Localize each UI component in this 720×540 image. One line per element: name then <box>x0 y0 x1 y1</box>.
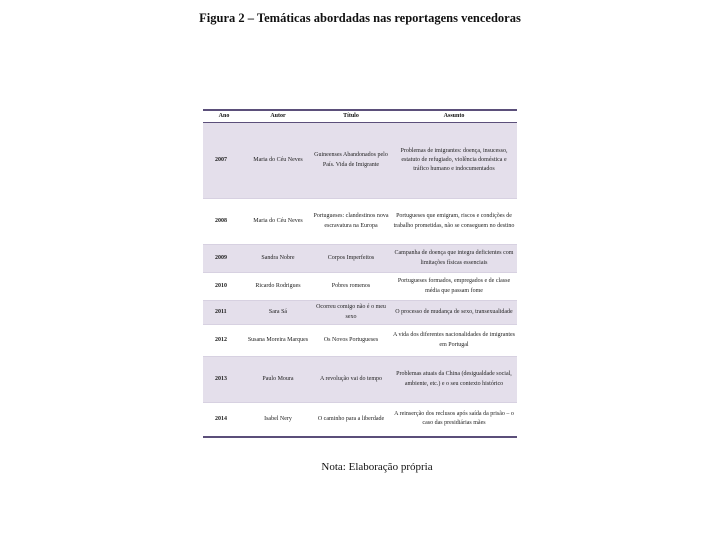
header-assunto: Assunto <box>391 110 517 123</box>
cell-titulo: O caminho para a liberdade <box>311 403 391 437</box>
cell-assunto: Portugueses formados, empregados e de classe média que passam fome <box>391 273 517 301</box>
cell-autor: Ricardo Rodrigues <box>245 273 311 301</box>
cell-autor: Isabel Nery <box>245 403 311 437</box>
table-row <box>203 199 517 245</box>
cell-autor: Sandra Nobre <box>245 245 311 273</box>
table-row <box>203 123 517 199</box>
cell-autor: Maria do Céu Neves <box>245 123 311 199</box>
cell-assunto: Problemas de imigrantes: doença, insucesso, estatuto de refugiado, violência doméstica e tráfico humano e indocumentados <box>391 123 517 199</box>
header-autor: Autor <box>245 110 311 123</box>
cell-assunto: A vida dos diferentes nacionalidades de imigrantes em Portugal <box>391 325 517 357</box>
cell-ano: 2013 <box>203 357 245 403</box>
cell-autor: Paulo Moura <box>245 357 311 403</box>
table-note: Nota: Elaboração própria <box>321 461 433 473</box>
header-titulo: Título <box>311 110 391 123</box>
cell-titulo: Ocorreu comigo não é o meu sexo <box>311 301 391 325</box>
cell-autor: Sara Sá <box>245 301 311 325</box>
cell-titulo: Pobres romenos <box>311 273 391 301</box>
header-ano: Ano <box>203 110 245 123</box>
cell-ano: 2008 <box>203 199 245 245</box>
cell-assunto: Portugueses que emigram, riscos e condições de trabalho prometidas, não se conseguem no destino <box>391 199 517 245</box>
cell-assunto: O processo de mudança de sexo, transexualidade <box>391 301 517 325</box>
table-row <box>203 245 517 273</box>
table-row <box>203 301 517 325</box>
table-row <box>203 357 517 403</box>
cell-titulo: Os Novos Portugueses <box>311 325 391 357</box>
cell-assunto: Campanha de doença que integra deficientes com limitações físicas essenciais <box>391 245 517 273</box>
themes-table <box>203 109 517 438</box>
table-row <box>203 325 517 357</box>
cell-ano: 2012 <box>203 325 245 357</box>
cell-assunto: Problemas atuais da China (desigualdade social, ambiente, etc.) e o seu contexto histórico <box>391 357 517 403</box>
table-header-row <box>203 110 517 123</box>
cell-ano: 2010 <box>203 273 245 301</box>
cell-assunto: A reinserção dos reclusos após saída da prisão – o caso das presidiárias mães <box>391 403 517 437</box>
cell-ano: 2009 <box>203 245 245 273</box>
cell-titulo: Guineenses Abandonados pelo País. Vida de Imigrante <box>311 123 391 199</box>
cell-autor: Maria do Céu Neves <box>245 199 311 245</box>
cell-autor: Susana Moreira Marques <box>245 325 311 357</box>
cell-ano: 2007 <box>203 123 245 199</box>
table-row <box>203 403 517 437</box>
cell-titulo: Portugueses: clandestinos nova escravatura na Europa <box>311 199 391 245</box>
figure-title: Figura 2 – Temáticas abordadas nas reportagens vencedoras <box>199 11 521 25</box>
table-row <box>203 273 517 301</box>
cell-titulo: A revolução vai do tempo <box>311 357 391 403</box>
cell-titulo: Corpos Imperfeitos <box>311 245 391 273</box>
cell-ano: 2011 <box>203 301 245 325</box>
cell-ano: 2014 <box>203 403 245 437</box>
